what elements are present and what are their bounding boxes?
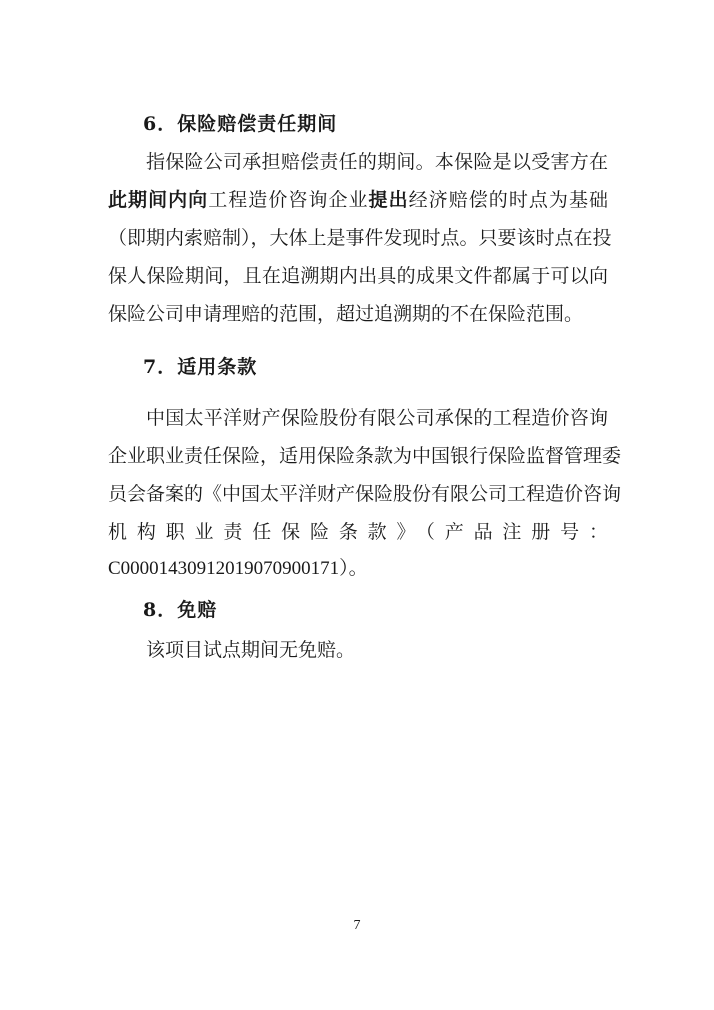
section-heading-8: 8．免赔 <box>143 599 218 621</box>
paragraph-line: 中国太平洋财产保险股份有限公司承保的工程造价咨询 <box>146 407 608 429</box>
paragraph-line: 指保险公司承担赔偿责任的期间。本保险是以受害方在 <box>146 151 608 173</box>
paragraph-line: 保人保险期间，且在追溯期内出具的成果文件都属于可以向 <box>108 265 608 287</box>
normal-text: 经济赔偿的时点为基础 <box>408 189 608 211</box>
section-heading-7: 7．适用条款 <box>143 356 258 378</box>
paragraph-line: 机构职业责任保险条款》（产品注册号： <box>108 521 608 543</box>
paragraph-line: C00001430912019070900171）。 <box>108 558 368 579</box>
paragraph-line <box>108 188 608 212</box>
normal-text: 工程造价咨询企业 <box>208 189 369 211</box>
paragraph-line: （即期内索赔制），大体上是事件发现时点。只要该时点在投 <box>108 227 612 249</box>
bold-text: 此期间内向 <box>108 189 209 211</box>
paragraph-line: 企业职业责任保险，适用保险条款为中国银行保险监督管理委 <box>108 445 622 467</box>
section-heading-6: 6．保险赔偿责任期间 <box>143 113 338 135</box>
page-number: 7 <box>353 918 361 933</box>
paragraph-line: 该项目试点期间无免赔。 <box>146 639 356 661</box>
paragraph-line: 员会备案的《中国太平洋财产保险股份有限公司工程造价咨询 <box>108 483 622 505</box>
paragraph-line: 保险公司申请理赔的范围，超过追溯期的不在保险范围。 <box>108 303 584 325</box>
bold-text: 提出 <box>368 189 409 211</box>
